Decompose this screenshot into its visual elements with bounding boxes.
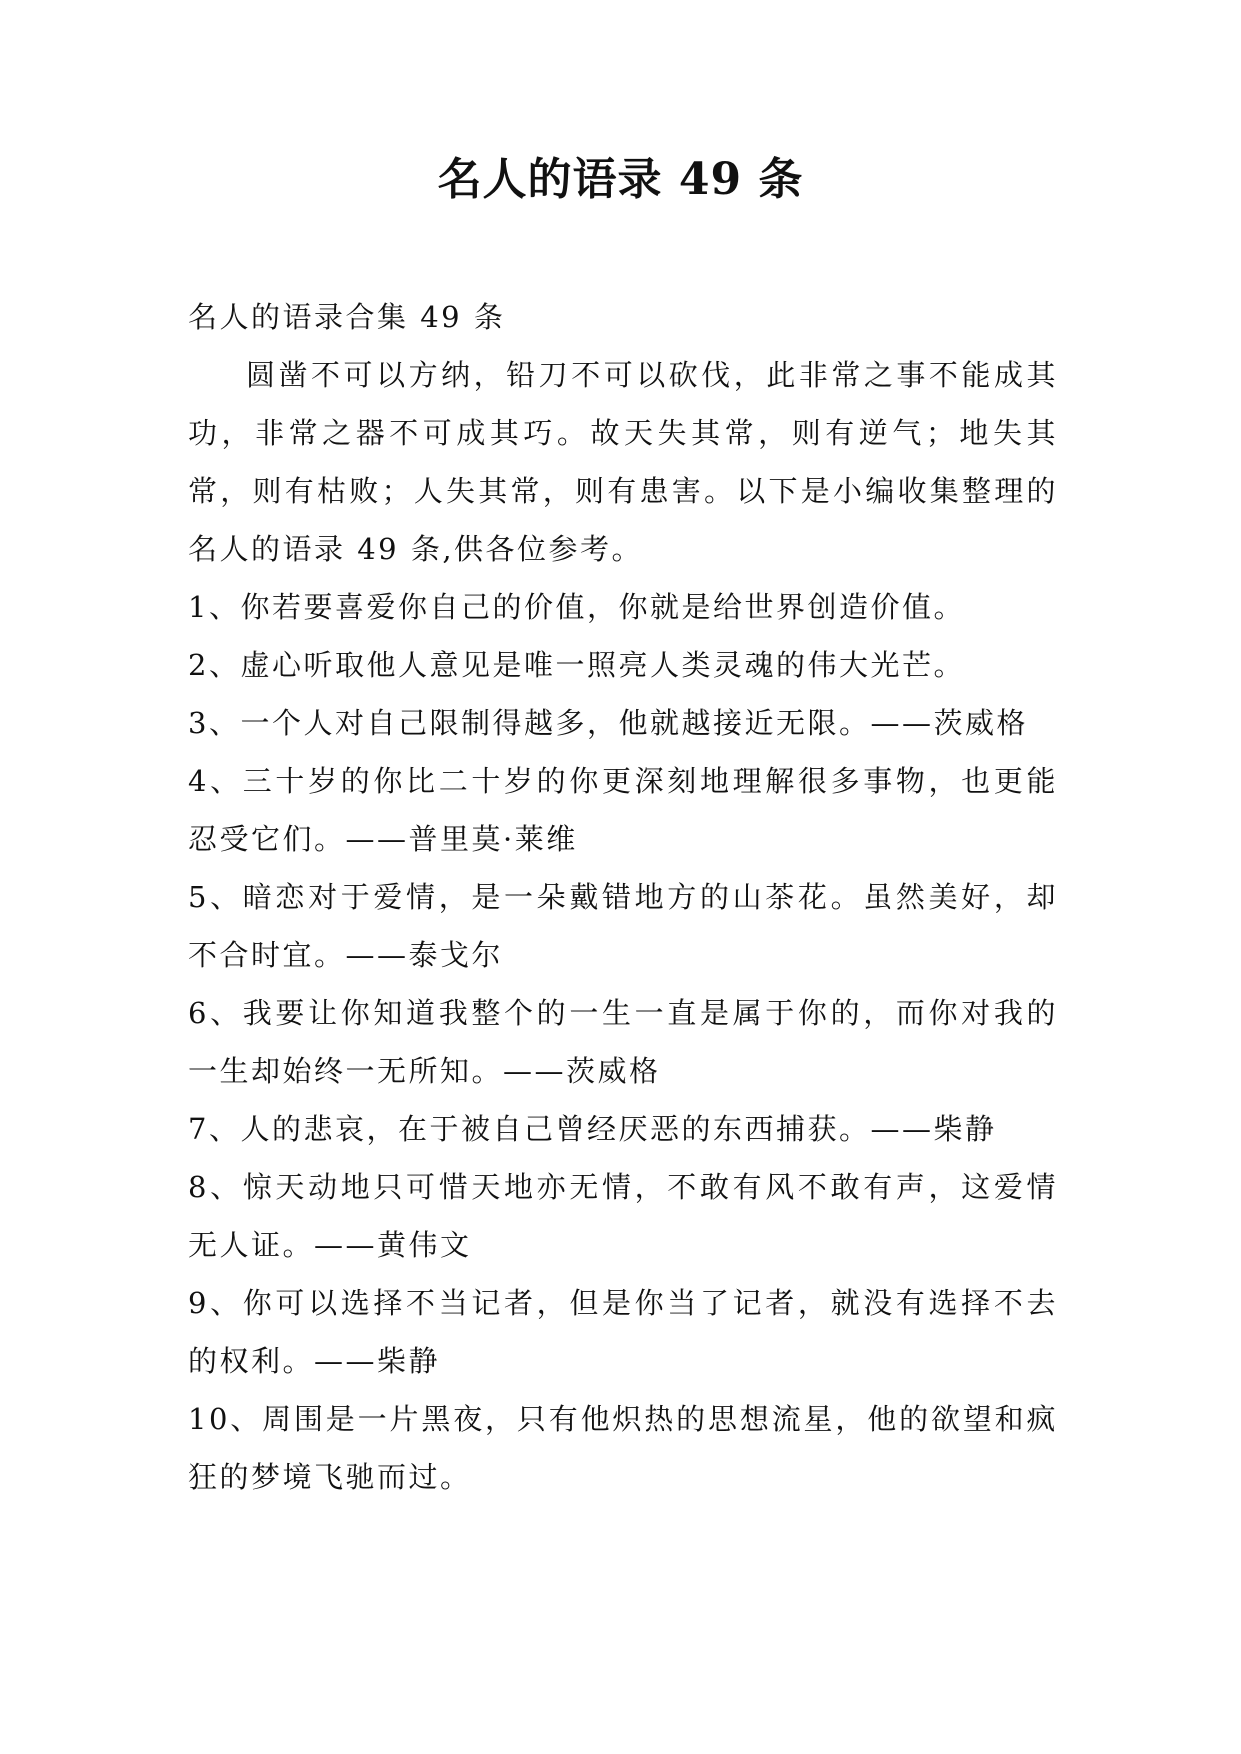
quote-item: 3、一个人对自己限制得越多，他就越接近无限。——茨威格 bbox=[188, 706, 1028, 740]
quote-item: 6、我要让你知道我整个的一生一直是属于你的，而你对我的一生却始终一无所知。——茨威格 bbox=[188, 996, 1058, 1088]
subtitle: 名人的语录合集 49 条 bbox=[188, 300, 506, 334]
quote-item: 5、暗恋对于爱情，是一朵戴错地方的山茶花。虽然美好，却不合时宜。——泰戈尔 bbox=[188, 880, 1058, 972]
quote-item: 1、你若要喜爱你自己的价值，你就是给世界创造价值。 bbox=[188, 590, 965, 624]
quote-item: 2、虚心听取他人意见是唯一照亮人类灵魂的伟大光芒。 bbox=[188, 648, 965, 682]
quote-item: 8、惊天动地只可惜天地亦无情，不敢有风不敢有声，这爱情无人证。——黄伟文 bbox=[188, 1170, 1058, 1262]
quote-item: 4、三十岁的你比二十岁的你更深刻地理解很多事物，也更能忍受它们。——普里莫·莱维 bbox=[188, 764, 1058, 856]
quote-item: 9、你可以选择不当记者，但是你当了记者，就没有选择不去的权利。——柴静 bbox=[188, 1286, 1058, 1378]
quote-item: 10、周围是一片黑夜，只有他炽热的思想流星，他的欲望和疯狂的梦境飞驰而过。 bbox=[188, 1402, 1058, 1494]
document-title: 名人的语录 49 条 bbox=[437, 154, 804, 205]
intro-paragraph: 圆凿不可以方纳，铅刀不可以砍伐，此非常之事不能成其功，非常之器不可成其巧。故天失其常，则有逆气；地失其常，则有枯败；人失其常，则有患害。以下是小编收集整理的名人的语录 49 条,供各位参考。 bbox=[188, 358, 1058, 566]
quote-item: 7、人的悲哀，在于被自己曾经厌恶的东西捕获。——柴静 bbox=[188, 1112, 997, 1146]
document-body bbox=[188, 288, 1058, 1506]
